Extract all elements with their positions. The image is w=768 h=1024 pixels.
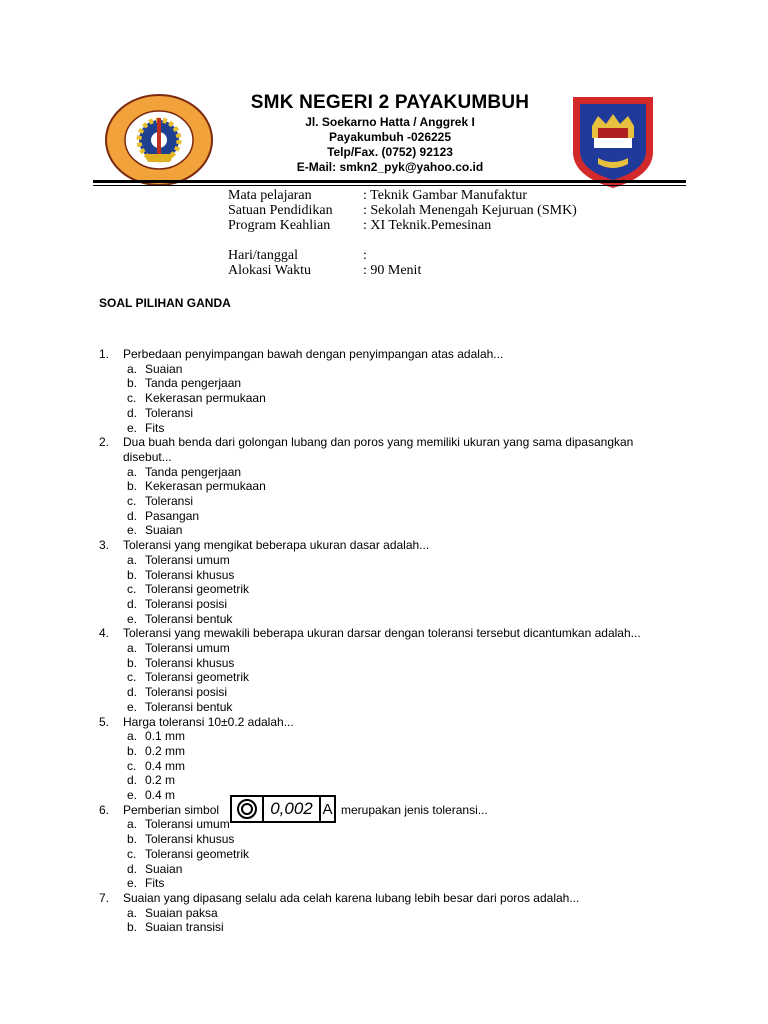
question-number: 1.	[99, 347, 110, 361]
option-letter: c.	[127, 582, 137, 597]
question-number: 2.	[99, 435, 110, 450]
option-letter: a.	[127, 641, 138, 655]
option-text: Toleransi posisi	[145, 596, 228, 611]
tolerance-value: 0,002	[264, 797, 321, 821]
option-text: Suaian	[145, 861, 183, 876]
option-letter: e.	[127, 788, 138, 802]
info-key: Alokasi Waktu	[228, 263, 311, 278]
answer-option	[127, 479, 266, 493]
info-key: Hari/tanggal	[228, 248, 298, 263]
question-text: Perbedaan penyimpangan bawah dengan penyimpangan atas adalah...	[123, 347, 504, 361]
question-number: 4.	[99, 626, 110, 641]
option-text: Toleransi umum	[145, 641, 230, 655]
option-text: Toleransi umum	[145, 552, 230, 567]
question-number: 5.	[99, 714, 110, 729]
option-text: Pasangan	[145, 508, 200, 523]
option-text: Toleransi	[145, 494, 194, 508]
question-text-cont: merupakan jenis toleransi...	[341, 802, 488, 817]
option-letter: a.	[127, 552, 138, 567]
option-text: 0.4 m	[145, 788, 176, 802]
answer-option	[127, 465, 241, 479]
answer-option	[127, 920, 224, 934]
question-number: 3.	[99, 538, 110, 553]
info-key: Mata pelajaran	[228, 188, 312, 203]
answer-option	[127, 362, 182, 376]
option-text: Suaian	[145, 523, 183, 538]
header-divider	[93, 180, 686, 183]
option-letter: b.	[127, 655, 138, 670]
option-letter: d.	[127, 861, 138, 876]
info-key: Satuan Pendidikan	[228, 203, 333, 218]
option-text: 0.1 mm	[145, 729, 186, 744]
option-text: 0.4 mm	[145, 758, 186, 773]
answer-option	[127, 862, 182, 876]
option-letter: b.	[127, 567, 138, 582]
answer-option	[127, 597, 227, 611]
option-text: Fits	[145, 420, 165, 435]
option-letter: b.	[127, 920, 138, 935]
school-name: SMK NEGERI 2 PAYAKUMBUH	[250, 92, 530, 113]
question-number: 6.	[99, 802, 110, 817]
option-text: 0.2 m	[145, 773, 176, 788]
answer-option	[127, 773, 175, 787]
option-text: Toleransi khusus	[145, 832, 235, 847]
option-letter: d.	[127, 596, 138, 611]
answer-option	[127, 788, 175, 802]
option-text: Toleransi bentuk	[145, 611, 233, 626]
option-letter: a.	[127, 817, 138, 832]
answer-option	[127, 376, 241, 390]
info-key: Program Keahlian	[228, 218, 331, 233]
school-address: Jl. Soekarno Hatta / Anggrek I	[305, 115, 475, 129]
option-letter: a.	[127, 464, 138, 479]
answer-option	[127, 685, 227, 699]
answer-option	[127, 391, 266, 405]
option-letter: d.	[127, 405, 138, 420]
answer-option	[127, 700, 232, 714]
option-text: Kekerasan permukaan	[145, 479, 266, 494]
option-letter: b.	[127, 832, 138, 847]
option-text: Toleransi bentuk	[145, 699, 233, 714]
option-letter: a.	[127, 361, 138, 376]
question-text: Suaian yang dipasang selalu ada celah karena lubang lebih besar dari poros adalah...	[123, 890, 580, 905]
option-letter: c.	[127, 494, 137, 508]
option-text: Suaian	[145, 361, 183, 376]
question-text: Dua buah benda dari golongan lubang dan poros yang memiliki ukuran yang sama dipasangkan	[123, 435, 634, 450]
option-letter: d.	[127, 508, 138, 523]
answer-option	[127, 656, 234, 670]
question-text: Toleransi yang mewakili beberapa ukuran darsar dengan toleransi tersebut dicantumkan adalah...	[123, 626, 641, 641]
concentricity-icon	[232, 797, 264, 821]
option-text: Fits	[145, 876, 165, 891]
option-letter: b.	[127, 479, 138, 494]
option-letter: e.	[127, 699, 138, 714]
answer-option	[127, 670, 249, 684]
option-letter: a.	[127, 905, 138, 920]
question-text: Pemberian simbol	[123, 802, 220, 817]
option-text: Toleransi geometrik	[145, 582, 250, 597]
option-letter: c.	[127, 846, 137, 861]
answer-option	[127, 553, 230, 567]
answer-option	[127, 494, 193, 508]
answer-option	[127, 641, 230, 655]
answer-option	[127, 759, 185, 773]
option-letter: d.	[127, 773, 138, 788]
option-text: Toleransi khusus	[145, 655, 235, 670]
option-letter: b.	[127, 376, 138, 391]
concentricity-symbol	[230, 795, 336, 823]
option-text: Toleransi geometrik	[145, 670, 250, 685]
answer-option	[127, 876, 164, 890]
option-text: Toleransi khusus	[145, 567, 235, 582]
option-text: Suaian paksa	[145, 905, 218, 920]
option-letter: b.	[127, 743, 138, 758]
school-phone: Telp/Fax. (0752) 92123	[327, 145, 453, 159]
question-number: 7.	[99, 890, 110, 905]
option-text: Toleransi	[145, 405, 194, 420]
answer-option	[127, 421, 164, 435]
option-letter: c.	[127, 670, 137, 685]
option-text: Suaian transisi	[145, 920, 224, 935]
answer-option	[127, 406, 193, 420]
school-email: E-Mail: smkn2_pyk@yahoo.co.id	[296, 160, 484, 174]
answer-option	[127, 817, 230, 831]
option-letter: e.	[127, 523, 138, 538]
option-text: Tanda pengerjaan	[145, 376, 242, 391]
question-text: Harga toleransi 10±0.2 adalah...	[123, 714, 294, 729]
answer-option	[127, 906, 218, 920]
school-city: Payakumbuh -026225	[328, 130, 452, 144]
answer-option	[127, 523, 182, 537]
option-letter: c.	[127, 758, 137, 773]
info-value: : Teknik Gambar Manufaktur	[363, 188, 527, 203]
option-letter: e.	[127, 611, 138, 626]
info-value: : XI Teknik.Pemesinan	[363, 218, 492, 233]
answer-option	[127, 847, 249, 861]
question-text: disebut...	[123, 449, 172, 464]
info-value: : 90 Menit	[363, 263, 422, 278]
answer-option	[127, 612, 232, 626]
question-text: Toleransi yang mengikat beberapa ukuran dasar adalah...	[123, 538, 430, 553]
option-text: Kekerasan permukaan	[145, 391, 266, 406]
option-text: Tanda pengerjaan	[145, 464, 242, 479]
option-letter: c.	[127, 391, 137, 406]
info-value: : Sekolah Menengah Kejuruan (SMK)	[363, 203, 577, 218]
option-text: Toleransi posisi	[145, 685, 228, 700]
option-text: Toleransi umum	[145, 817, 230, 832]
option-text: 0.2 mm	[145, 743, 186, 758]
answer-option	[127, 509, 199, 523]
option-letter: d.	[127, 685, 138, 700]
answer-option	[127, 744, 185, 758]
option-letter: e.	[127, 420, 138, 435]
option-letter: e.	[127, 876, 138, 891]
answer-option	[127, 729, 185, 743]
answer-option	[127, 582, 249, 596]
section-title: SOAL PILIHAN GANDA	[99, 296, 231, 310]
answer-option	[127, 832, 234, 846]
answer-option	[127, 568, 234, 582]
header-divider-thin	[93, 185, 686, 186]
option-text: Toleransi geometrik	[145, 846, 250, 861]
info-value: :	[363, 248, 367, 263]
option-letter: a.	[127, 729, 138, 744]
datum-reference: A	[322, 800, 333, 818]
